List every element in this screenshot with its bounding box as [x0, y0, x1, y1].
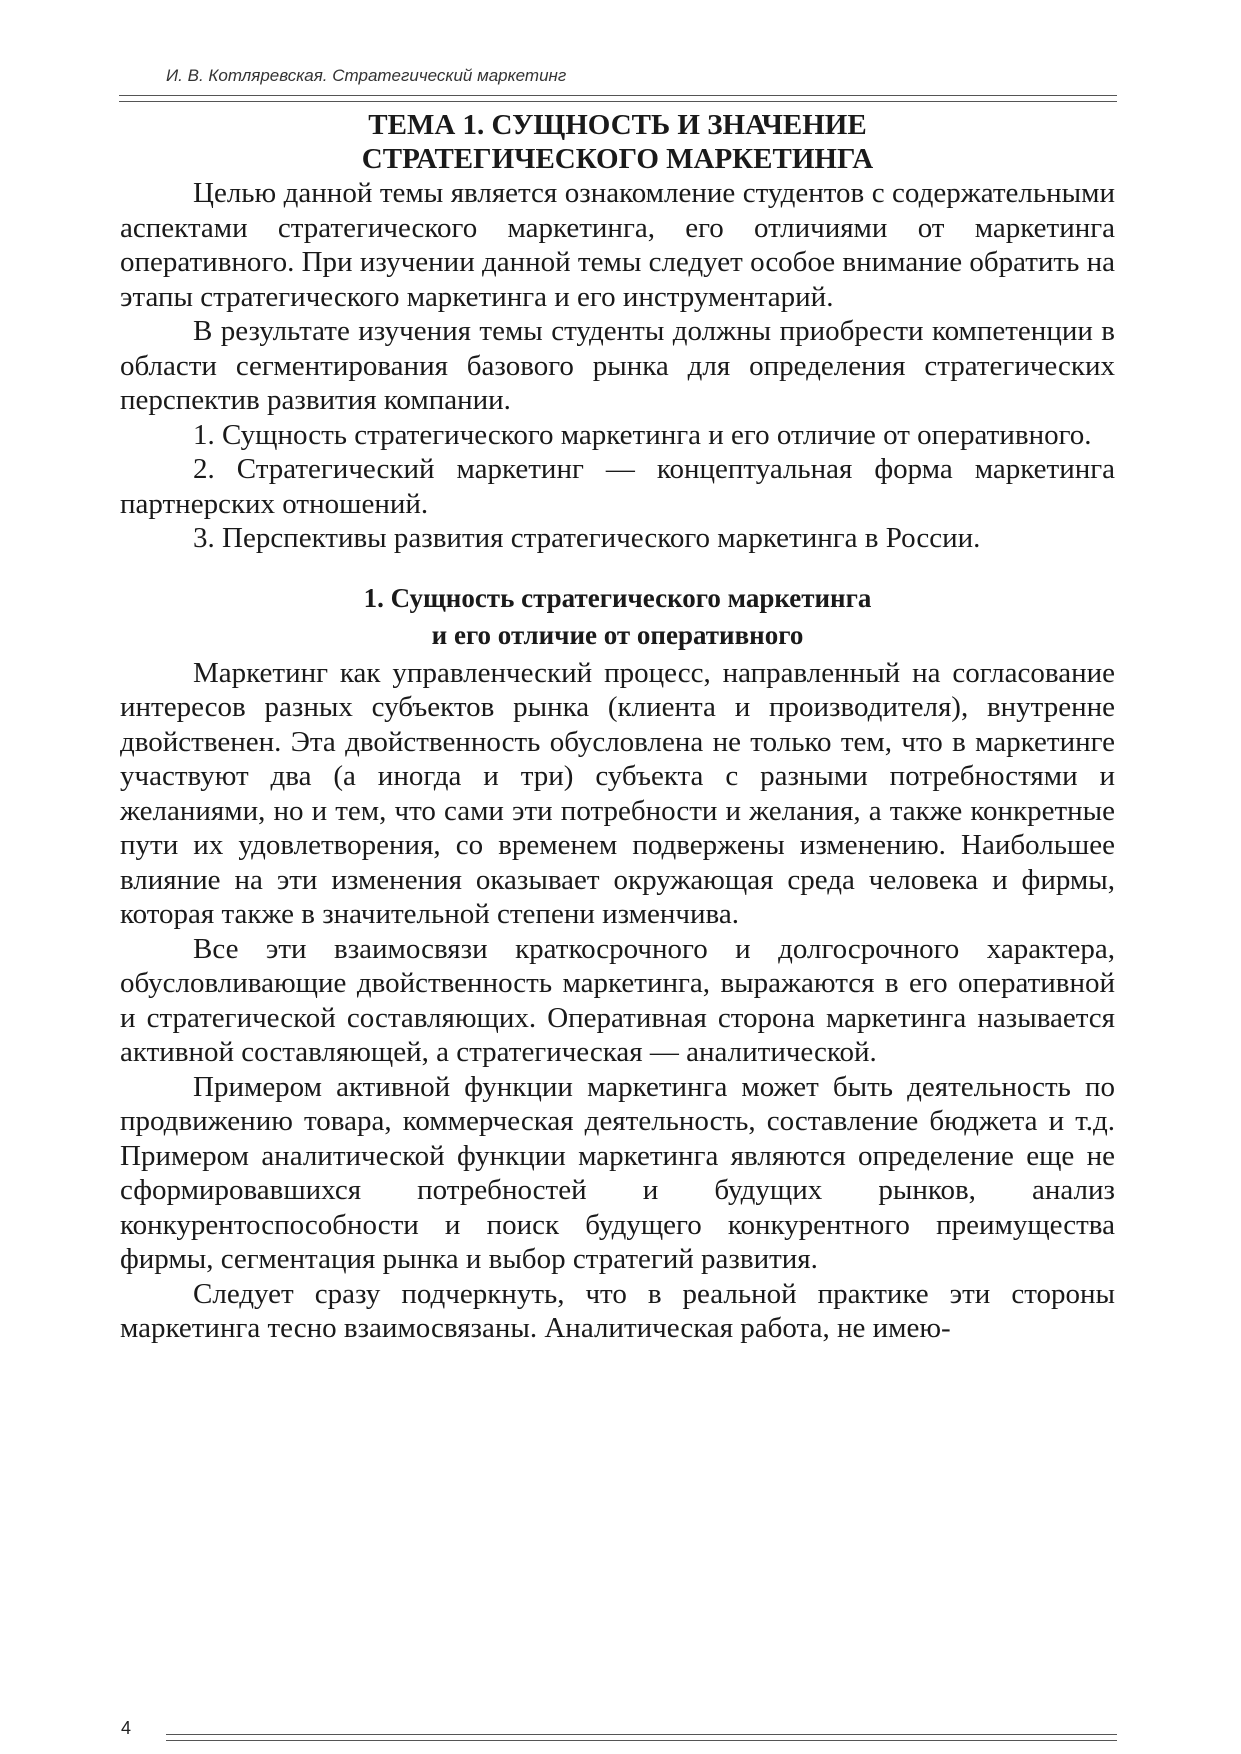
header-rule: [119, 95, 1117, 102]
running-header: И. В. Котляревская. Стратегический маркетинг: [166, 66, 567, 85]
page-number: 4: [121, 1718, 132, 1738]
chapter-title-line: СТРАТЕГИЧЕСКОГО МАРКЕТИНГА: [361, 143, 874, 175]
chapter-title: [120, 108, 1115, 176]
chapter-title-line: ТЕМА 1. СУЩНОСТЬ И ЗНАЧЕНИЕ: [368, 109, 867, 141]
topic-item: 1. Сущность стратегического маркетинга и его отличие от оперативного.: [193, 418, 1092, 451]
footer-rule: [166, 1734, 1117, 1741]
section-title-line: 1. Сущность стратегического маркетинга: [363, 582, 872, 613]
body-paragraph: Примером активной функции маркетинга может быть деятельность по продвижению товара, коммерческая деятельность, составление бюджета и т.д. Примером аналитической функции маркетинга являются определение еще не сформировавшихся потребностей и будущих рынков, анализ конкурентоспособности и поиск будущего конкурентного преимущества фирмы, сегментация рынка и выбор стратегий развития.: [120, 1070, 1115, 1275]
intro-paragraph: В результате изучения темы студенты должны приобрести компетенции в области сегментирования базового рынка для определения стратегических перспектив развития компании.: [120, 315, 1115, 416]
section-title-line: и его отличие от оперативного: [431, 619, 804, 650]
section-title: [120, 580, 1115, 654]
topic-item: 3. Перспективы развития стратегического маркетинга в России.: [193, 522, 981, 554]
intro-paragraph: Целью данной темы является ознакомление студентов с содержательными аспектами стратегического маркетинга, его отличиями от маркетинга оперативного. При изучении данной темы следует особое внимание обратить на этапы стратегического маркетинга и его инструментарий.: [120, 177, 1115, 313]
body-paragraph: Маркетинг как управленческий процесс, направленный на согласование интересов разных субъектов рынка (клиента и производителя), внутренне двойственен. Эта двойственность обусловлена не только тем, что в маркетинге участвуют два (а иногда и три) субъекта с разными потребностями и желаниями, но и тем, что сами эти потребности и желания, а также конкретные пути их удовлетворения, со временем подвержены изменению. Наибольшее влияние на эти изменения оказывает окружающая среда человека и фирмы, которая также в значительной степени изменчива.: [120, 656, 1115, 930]
page-content: [120, 108, 1115, 1346]
body-paragraph: Следует сразу подчеркнуть, что в реальной практике эти стороны маркетинга тесно взаимосвязаны. Аналитическая работа, не имею-: [120, 1277, 1115, 1344]
topic-item: 2. Стратегический маркетинг — концептуальная форма маркетинга партнерских отношений.: [120, 453, 1115, 520]
body-paragraph: Все эти взаимосвязи краткосрочного и долгосрочного характера, обусловливающие двойственность маркетинга, выражаются в его оперативной и стратегической составляющих. Оперативная сторона маркетинга называется активной составляющей, а стратегическая — аналитической.: [120, 932, 1115, 1068]
